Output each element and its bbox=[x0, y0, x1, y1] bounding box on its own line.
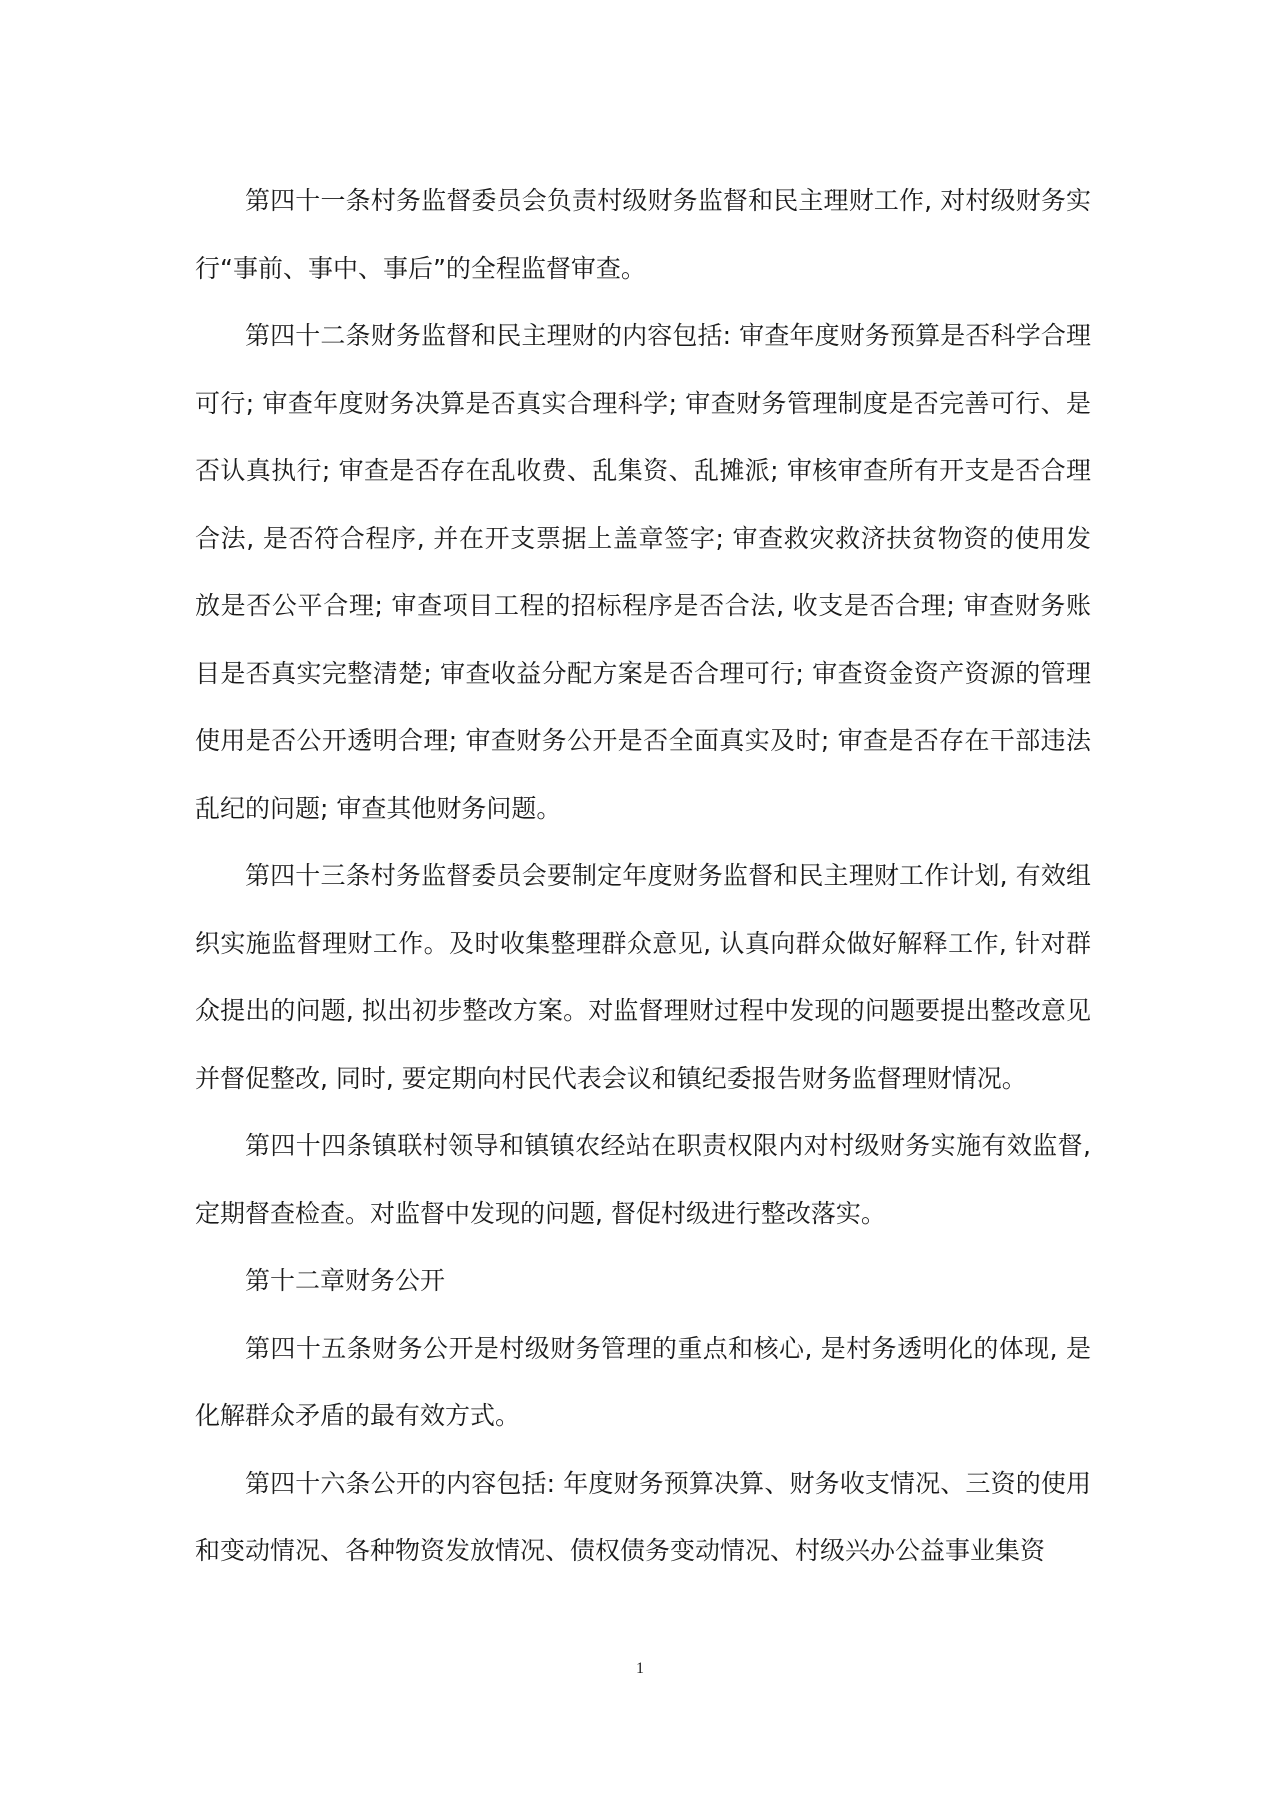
page-number: 1 bbox=[636, 1660, 644, 1677]
document-body bbox=[195, 167, 1091, 1585]
article-46-paragraph: 第四十六条公开的内容包括: 年度财务预算决算、财务收支情况、三资的使用和变动情况、各种物资发放情况、债权债务变动情况、村级兴办公益事业集资 bbox=[195, 1468, 1091, 1565]
article-42-paragraph: 第四十二条财务监督和民主理财的内容包括: 审查年度财务预算是否科学合理可行; 审查年度财务决算是否真实合理科学; 审查财务管理制度是否完善可行、是否认真执行; 审查是否存在乱收费、乱集资、乱摊派; 审核审查所有开支是否合理合法, 是否符合程序, 并在开支票据上盖章签字; 审查救灾救济扶贫物资的使用发放是否公平合理; 审查项目工程的招标程序是否合法, 收支是否合理; 审查财务账目是否真实完整清楚; 审查收益分配方案是否合理可行; 审查资金资产资源的管理使用是否公开透明合理; 审查财务公开是否全面真实及时; 审查是否存在干部违法乱纪的问题; 审查其他财务问题。 bbox=[195, 321, 1091, 823]
chapter-12-heading: 第十二章财务公开 bbox=[245, 1266, 446, 1295]
article-44-paragraph: 第四十四条镇联村领导和镇镇农经站在职责权限内对村级财务实施有效监督, 定期督查检查。对监督中发现的问题, 督促村级进行整改落实。 bbox=[195, 1131, 1091, 1228]
article-43-paragraph: 第四十三条村务监督委员会要制定年度财务监督和民主理财工作计划, 有效组织实施监督理财工作。及时收集整理群众意见, 认真向群众做好解释工作, 针对群众提出的问题, 拟出初步整改方案。对监督理财过程中发现的问题要提出整改意见并督促整改, 同时, 要定期向村民代表会议和镇纪委报告财务监督理财情况。 bbox=[195, 861, 1091, 1093]
article-41-paragraph: 第四十一条村务监督委员会负责村级财务监督和民主理财工作, 对村级财务实行“事前、事中、事后”的全程监督审查。 bbox=[195, 186, 1091, 283]
article-45-paragraph: 第四十五条财务公开是村级财务管理的重点和核心, 是村务透明化的体现, 是化解群众矛盾的最有效方式。 bbox=[195, 1333, 1091, 1430]
